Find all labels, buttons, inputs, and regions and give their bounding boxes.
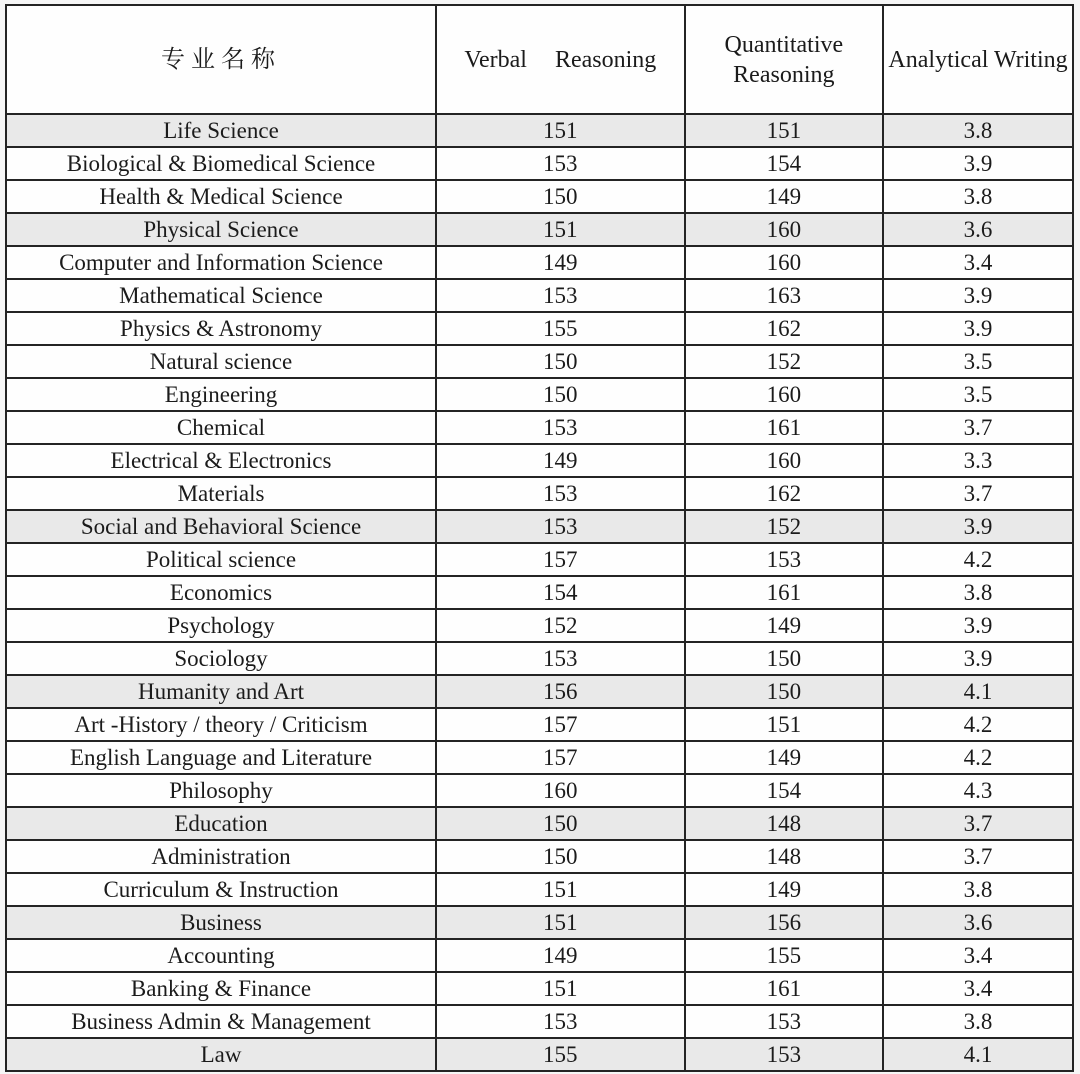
- major-cell: Natural science: [6, 345, 436, 378]
- table-row: [6, 774, 1073, 807]
- verbal-score-cell: 151: [436, 114, 685, 147]
- writing-score-cell: 3.6: [883, 906, 1073, 939]
- table-row: [6, 213, 1073, 246]
- writing-score-cell: 3.8: [883, 1005, 1073, 1038]
- writing-score-cell: 4.2: [883, 543, 1073, 576]
- verbal-score-cell: 149: [436, 444, 685, 477]
- major-cell: Philosophy: [6, 774, 436, 807]
- table-row: [6, 1038, 1073, 1071]
- table-body: [6, 114, 1073, 1071]
- writing-score-cell: 3.9: [883, 642, 1073, 675]
- table-row: [6, 279, 1073, 312]
- major-cell: Physical Science: [6, 213, 436, 246]
- quantitative-score-cell: 150: [685, 642, 883, 675]
- table-row: [6, 411, 1073, 444]
- verbal-score-cell: 153: [436, 510, 685, 543]
- table-row: [6, 444, 1073, 477]
- writing-score-cell: 3.7: [883, 807, 1073, 840]
- table-row: [6, 477, 1073, 510]
- major-cell: Biological & Biomedical Science: [6, 147, 436, 180]
- major-cell: Curriculum & Instruction: [6, 873, 436, 906]
- quantitative-score-cell: 149: [685, 873, 883, 906]
- table-row: [6, 378, 1073, 411]
- verbal-score-cell: 157: [436, 708, 685, 741]
- major-cell: English Language and Literature: [6, 741, 436, 774]
- quantitative-score-cell: 151: [685, 708, 883, 741]
- major-cell: Health & Medical Science: [6, 180, 436, 213]
- quantitative-score-cell: 156: [685, 906, 883, 939]
- major-cell: Law: [6, 1038, 436, 1071]
- verbal-score-cell: 150: [436, 345, 685, 378]
- writing-score-cell: 4.2: [883, 708, 1073, 741]
- verbal-score-cell: 150: [436, 180, 685, 213]
- quantitative-score-cell: 161: [685, 576, 883, 609]
- quantitative-score-cell: 153: [685, 1005, 883, 1038]
- writing-score-cell: 3.4: [883, 246, 1073, 279]
- major-cell: Social and Behavioral Science: [6, 510, 436, 543]
- writing-score-cell: 4.3: [883, 774, 1073, 807]
- major-cell: Administration: [6, 840, 436, 873]
- major-cell: Business Admin & Management: [6, 1005, 436, 1038]
- column-header-quantitative-reasoning: Quantitative Reasoning: [685, 5, 883, 114]
- table-row: [6, 609, 1073, 642]
- major-cell: Economics: [6, 576, 436, 609]
- quantitative-score-cell: 148: [685, 807, 883, 840]
- writing-score-cell: 3.5: [883, 378, 1073, 411]
- verbal-score-cell: 150: [436, 840, 685, 873]
- major-cell: Business: [6, 906, 436, 939]
- quantitative-score-cell: 160: [685, 213, 883, 246]
- writing-score-cell: 3.9: [883, 609, 1073, 642]
- gre-scores-table: [5, 4, 1074, 1072]
- table-row: [6, 345, 1073, 378]
- table-row: [6, 543, 1073, 576]
- table-row: [6, 246, 1073, 279]
- quantitative-score-cell: 162: [685, 477, 883, 510]
- major-cell: Chemical: [6, 411, 436, 444]
- quantitative-score-cell: 150: [685, 675, 883, 708]
- verbal-score-cell: 151: [436, 906, 685, 939]
- quantitative-score-cell: 162: [685, 312, 883, 345]
- quantitative-score-cell: 152: [685, 510, 883, 543]
- table-row: [6, 312, 1073, 345]
- table-row: [6, 180, 1073, 213]
- verbal-score-cell: 153: [436, 477, 685, 510]
- major-cell: Political science: [6, 543, 436, 576]
- verbal-score-cell: 153: [436, 147, 685, 180]
- writing-score-cell: 4.1: [883, 675, 1073, 708]
- table-row: [6, 906, 1073, 939]
- quantitative-score-cell: 151: [685, 114, 883, 147]
- table-row: [6, 972, 1073, 1005]
- verbal-score-cell: 153: [436, 411, 685, 444]
- table-row: [6, 1005, 1073, 1038]
- quantitative-score-cell: 149: [685, 741, 883, 774]
- major-cell: Engineering: [6, 378, 436, 411]
- writing-score-cell: 3.7: [883, 840, 1073, 873]
- writing-score-cell: 3.8: [883, 114, 1073, 147]
- major-cell: Humanity and Art: [6, 675, 436, 708]
- verbal-score-cell: 155: [436, 1038, 685, 1071]
- quantitative-score-cell: 153: [685, 543, 883, 576]
- writing-score-cell: 3.9: [883, 147, 1073, 180]
- writing-score-cell: 3.8: [883, 180, 1073, 213]
- quantitative-score-cell: 148: [685, 840, 883, 873]
- table-row: [6, 576, 1073, 609]
- verbal-score-cell: 157: [436, 741, 685, 774]
- table-row: [6, 807, 1073, 840]
- writing-score-cell: 3.8: [883, 873, 1073, 906]
- writing-score-cell: 3.7: [883, 477, 1073, 510]
- table-row: [6, 114, 1073, 147]
- verbal-score-cell: 157: [436, 543, 685, 576]
- writing-score-cell: 3.4: [883, 972, 1073, 1005]
- major-cell: Physics & Astronomy: [6, 312, 436, 345]
- quantitative-score-cell: 149: [685, 609, 883, 642]
- quantitative-score-cell: 160: [685, 444, 883, 477]
- table-row: [6, 642, 1073, 675]
- writing-score-cell: 3.5: [883, 345, 1073, 378]
- major-cell: Materials: [6, 477, 436, 510]
- verbal-score-cell: 153: [436, 279, 685, 312]
- major-cell: Psychology: [6, 609, 436, 642]
- verbal-score-cell: 154: [436, 576, 685, 609]
- column-header-major: 专业名称: [6, 5, 436, 114]
- table-row: [6, 939, 1073, 972]
- table-row: [6, 873, 1073, 906]
- writing-score-cell: 3.9: [883, 279, 1073, 312]
- column-header-verbal-reasoning: Verbal Reasoning: [436, 5, 685, 114]
- table-row: [6, 708, 1073, 741]
- writing-score-cell: 3.3: [883, 444, 1073, 477]
- column-header-analytical-writing: Analytical Writing: [883, 5, 1073, 114]
- verbal-score-cell: 152: [436, 609, 685, 642]
- major-cell: Computer and Information Science: [6, 246, 436, 279]
- major-cell: Sociology: [6, 642, 436, 675]
- quantitative-score-cell: 149: [685, 180, 883, 213]
- quantitative-score-cell: 161: [685, 411, 883, 444]
- quantitative-score-cell: 155: [685, 939, 883, 972]
- major-cell: Art -History / theory / Criticism: [6, 708, 436, 741]
- writing-score-cell: 3.9: [883, 510, 1073, 543]
- table-row: [6, 675, 1073, 708]
- major-cell: Accounting: [6, 939, 436, 972]
- writing-score-cell: 3.9: [883, 312, 1073, 345]
- quantitative-score-cell: 154: [685, 147, 883, 180]
- writing-score-cell: 4.2: [883, 741, 1073, 774]
- verbal-score-cell: 151: [436, 972, 685, 1005]
- verbal-score-cell: 149: [436, 939, 685, 972]
- verbal-score-cell: 151: [436, 873, 685, 906]
- verbal-score-cell: 156: [436, 675, 685, 708]
- table-row: [6, 147, 1073, 180]
- quantitative-score-cell: 163: [685, 279, 883, 312]
- header-row: [6, 5, 1073, 114]
- writing-score-cell: 3.8: [883, 576, 1073, 609]
- quantitative-score-cell: 160: [685, 378, 883, 411]
- major-cell: Life Science: [6, 114, 436, 147]
- verbal-score-cell: 150: [436, 807, 685, 840]
- quantitative-score-cell: 152: [685, 345, 883, 378]
- verbal-score-cell: 155: [436, 312, 685, 345]
- major-cell: Education: [6, 807, 436, 840]
- table-row: [6, 840, 1073, 873]
- quantitative-score-cell: 161: [685, 972, 883, 1005]
- table-row: [6, 510, 1073, 543]
- quantitative-score-cell: 160: [685, 246, 883, 279]
- verbal-score-cell: 160: [436, 774, 685, 807]
- quantitative-score-cell: 153: [685, 1038, 883, 1071]
- verbal-score-cell: 153: [436, 642, 685, 675]
- document-page: [5, 4, 1074, 1069]
- table-header: [6, 5, 1073, 114]
- writing-score-cell: 3.7: [883, 411, 1073, 444]
- major-cell: Banking & Finance: [6, 972, 436, 1005]
- writing-score-cell: 3.6: [883, 213, 1073, 246]
- writing-score-cell: 3.4: [883, 939, 1073, 972]
- verbal-score-cell: 150: [436, 378, 685, 411]
- major-cell: Electrical & Electronics: [6, 444, 436, 477]
- major-cell: Mathematical Science: [6, 279, 436, 312]
- quantitative-score-cell: 154: [685, 774, 883, 807]
- table-row: [6, 741, 1073, 774]
- verbal-score-cell: 151: [436, 213, 685, 246]
- verbal-score-cell: 149: [436, 246, 685, 279]
- writing-score-cell: 4.1: [883, 1038, 1073, 1071]
- verbal-score-cell: 153: [436, 1005, 685, 1038]
